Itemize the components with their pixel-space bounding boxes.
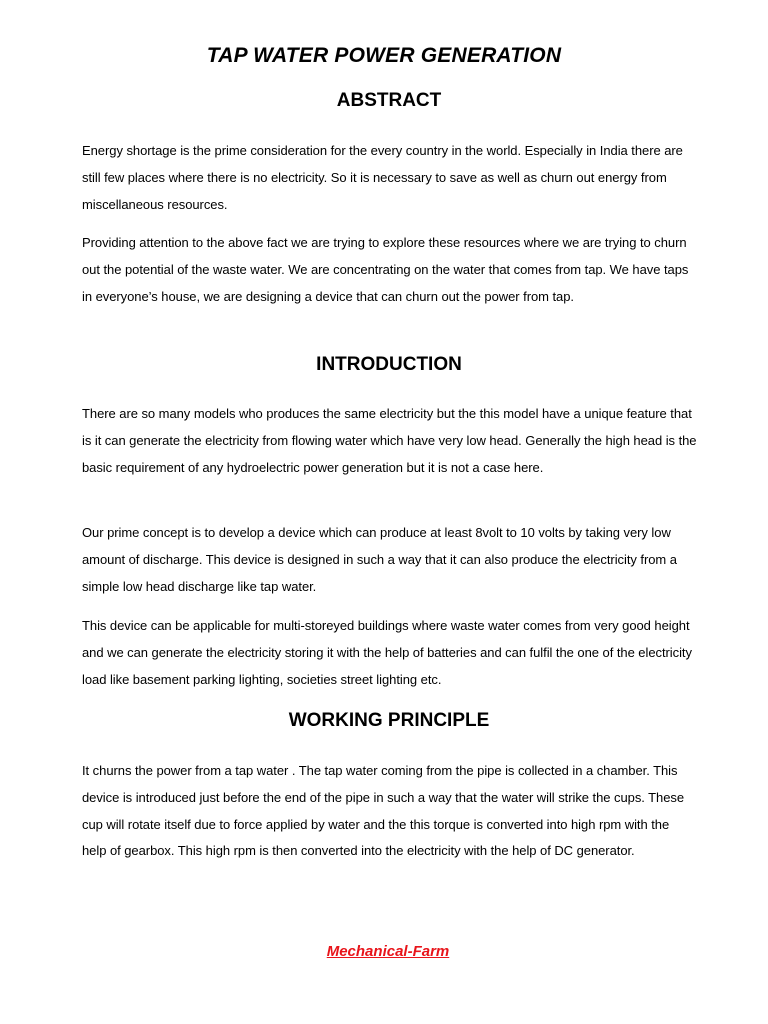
footer-link-mechanical-farm[interactable]: Mechanical-Farm	[326, 943, 450, 960]
abstract-paragraph-1: Energy shortage is the prime consideration for the every country in the world. Especially in India there are still few places where there is no electricity. So it is necessary to save as well as churn out energy from miscellaneous resources.	[82, 143, 683, 212]
introduction-paragraph-1: There are so many models who produces the same electricity but the this model have a unique feature that is it can generate the electricity from flowing water which have very low head. Generally the high head is the basic requirement of any hydroelectric power generation but it is not a case here.	[82, 406, 697, 475]
section-heading-working-principle: WORKING PRINCIPLE	[288, 710, 490, 731]
section-heading-abstract: ABSTRACT	[336, 90, 442, 111]
document-title: TAP WATER POWER GENERATION	[206, 44, 562, 67]
introduction-paragraph-3: This device can be applicable for multi-storeyed buildings where waste water comes from very good height and we can generate the electricity storing it with the help of batteries and can fulfil the one of the electricity load like basement parking lighting, societies street lighting etc.	[82, 618, 692, 687]
introduction-paragraph-2: Our prime concept is to develop a device which can produce at least 8volt to 10 volts by taking very low amount of discharge. This device is designed in such a way that it can also produce the electricity from a simple low head discharge like tap water.	[82, 525, 677, 594]
abstract-paragraph-2: Providing attention to the above fact we are trying to explore these resources where we are trying to churn out the potential of the waste water. We are concentrating on the water that comes from tap. We have taps in everyone’s house, we are designing a device that can churn out the power from tap.	[82, 235, 689, 304]
working-principle-paragraph-1: It churns the power from a tap water . The tap water coming from the pipe is collected in a chamber. This device is introduced just before the end of the pipe in such a way that the water will strike the cups. These cup will rotate itself due to force applied by water and the this torque is converted into high rpm with the help of gearbox. This high rpm is then converted into the electricity with the help of DC generator.	[82, 763, 685, 859]
section-heading-introduction: INTRODUCTION	[316, 354, 462, 375]
